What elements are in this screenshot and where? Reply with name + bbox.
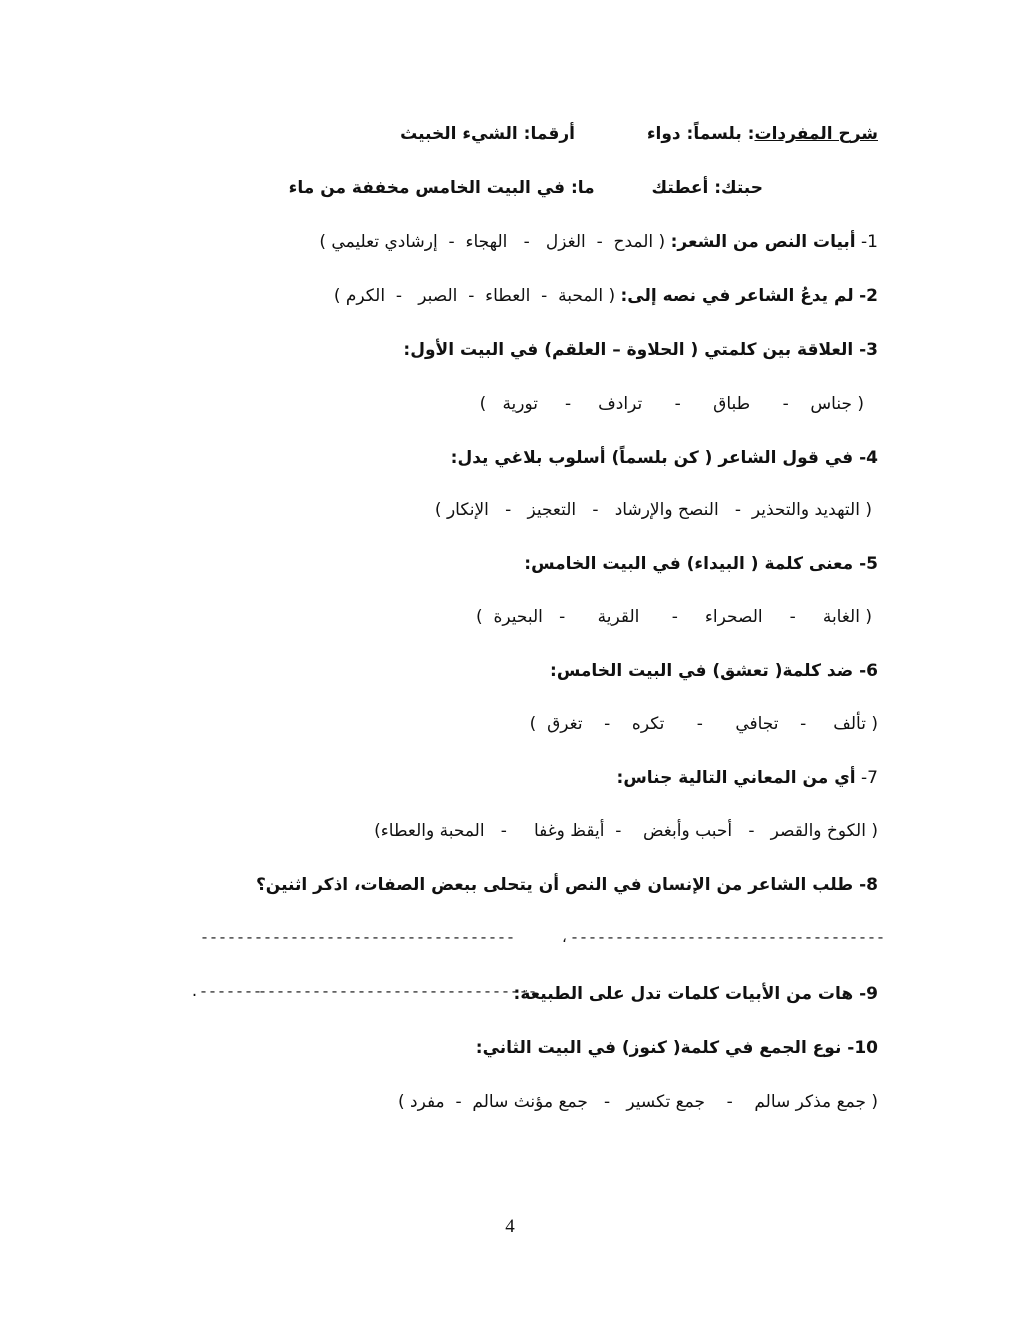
answer-line-q8-right[interactable]: ----------------------------------- [570,930,886,947]
question-10 [476,1036,878,1060]
question-7-options: ( الكوخ والقصر - أحبب وأبغض - أيقظ وغفا - المحبة والعطاء) [374,821,878,841]
vocab-item-ma: ما: في البيت الخامس مخففة من ماء [288,178,595,198]
question-number: 9- [859,984,878,1004]
question-text: العلاقة بين كلمتي ( الحلاوة – العلقم) في البيت الأول: [403,340,854,360]
vocab-line-2 [289,176,763,200]
question-text: طلب الشاعر من الإنسان في النص أن يتحلى ببعض الصفات، اذكر اثنين؟ [255,875,854,895]
question-text: أي من المعاني التالية جناس: [616,768,856,788]
question-8 [256,873,878,897]
vocab-item-balsam: : بلسماً: دواء [646,124,755,144]
question-1 [319,230,878,254]
question-number: 10- [847,1038,878,1058]
question-4 [451,446,878,470]
vocab-heading: شرح المفردات [754,124,878,144]
vocab-item-arqam: أرقما: الشيء الخبيث [400,124,575,144]
question-number: 1- [861,232,878,252]
question-5-options: ( الغابة - الصحراء - القرية - البحيرة ) [476,607,872,627]
question-number: 2- [859,286,878,306]
question-6 [550,659,878,683]
question-3 [403,338,878,362]
question-2 [334,284,878,308]
question-text: أبيات النص من الشعر: [670,232,856,252]
question-3-options: ( جناس - طباق - ترادف - تورية ) [479,394,864,414]
question-text: في قول الشاعر ( كن بلسماً) أسلوب بلاغي يدل: [450,448,854,468]
question-6-options: ( تألف - تجافي - تكره - تغرق ) [529,714,878,734]
question-10-options: ( جمع مذكر سالم - جمع تكسير - جمع مؤنث سالم - مفرد ) [397,1092,878,1112]
question-text: معنى كلمة ( البيداء) في البيت الخامس: [524,554,854,574]
answer-line-q8-left[interactable]: ----------------------------------- [200,930,516,947]
question-4-options: ( التهديد والتحذير - النصح والإرشاد - التعجيز - الإنكار ) [434,500,872,520]
question-number: 5- [859,554,878,574]
question-number: 6- [859,661,878,681]
question-number: 7- [861,768,878,788]
answer-comma: ، [562,928,567,946]
question-text: هات من الأبيات كلمات تدل على الطبيعة: [513,984,854,1004]
question-number: 3- [859,340,878,360]
question-text: ضد كلمة( تعشق) في البيت الخامس: [550,661,854,681]
question-9 [514,982,878,1006]
question-number: 4- [859,448,878,468]
question-7 [617,766,878,790]
question-number: 8- [859,875,878,895]
page-number: 4 [505,1216,515,1237]
question-text: لم يدعُ الشاعر في نصه إلى: [620,286,854,306]
answer-line-q9[interactable]: ------------------------------- [258,984,538,1001]
question-text: نوع الجمع في كلمة( كنوز) في البيت الثاني: [475,1038,842,1058]
question-5 [524,552,878,576]
answer-line-q9-tail[interactable]: .------- [190,984,263,1001]
question-options: ( المحبة - العطاء - الصبر - الكرم ) [333,286,616,306]
vocab-line-1 [400,122,878,146]
vocab-item-habatk: حبتك: أعطتك [651,178,763,198]
question-options: ( المدح - الغزل - الهجاء - إرشادي تعليمي ) [319,232,666,252]
